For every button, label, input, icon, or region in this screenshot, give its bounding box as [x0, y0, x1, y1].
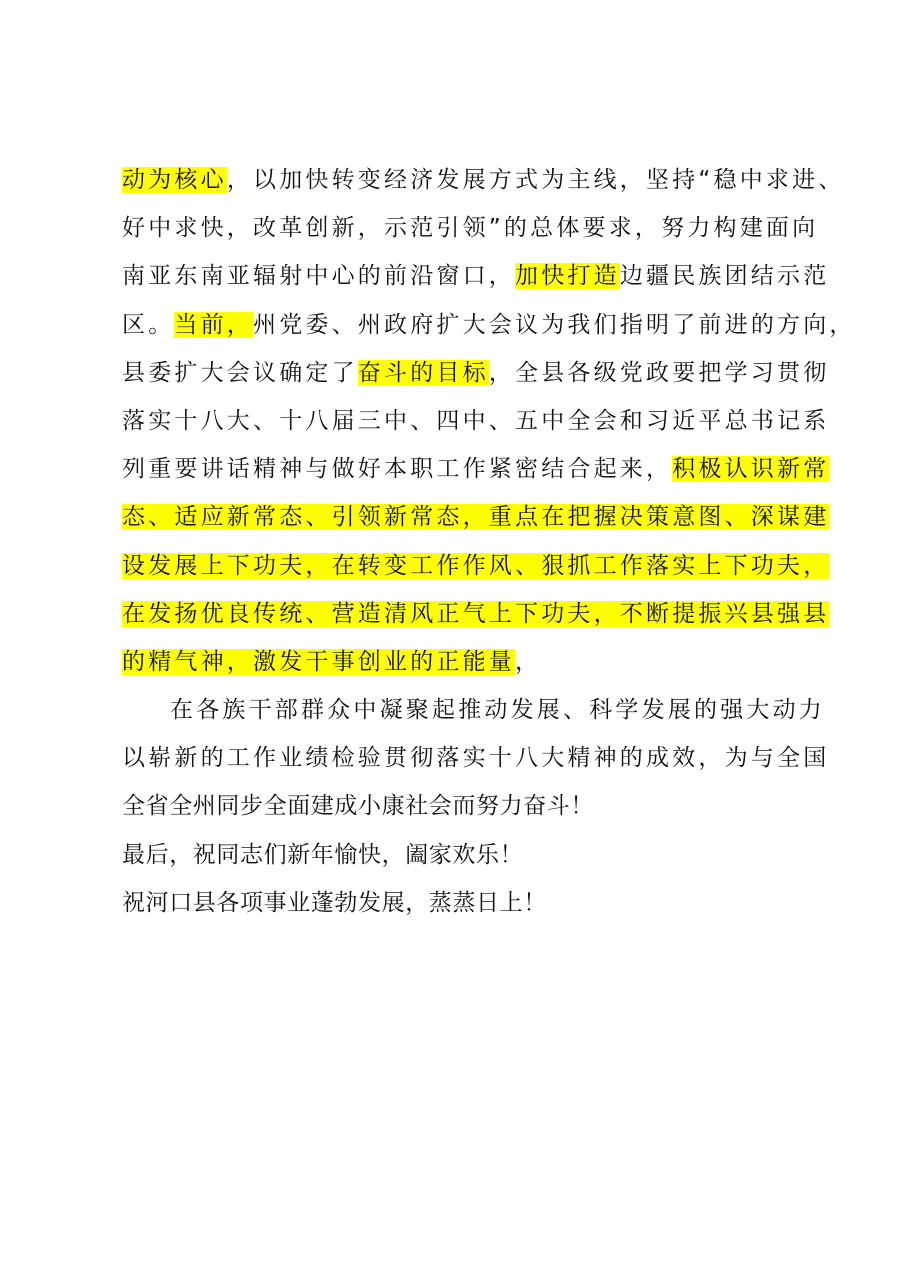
text-line-8	[122, 493, 830, 541]
text-line-5	[122, 349, 830, 397]
text-segment: 好中求快，改革创新，示范引领”的总体要求，努力构建面向	[122, 215, 819, 242]
text-segment: 加快打造	[515, 263, 620, 290]
text-segment: 边疆民族团结示范	[619, 263, 830, 290]
text-segment: 全省全州同步全面建成小康社会而努力奋斗！	[122, 793, 594, 820]
text-segment: 奋斗的目标	[357, 359, 489, 386]
document-body	[122, 156, 856, 927]
text-line-14	[122, 782, 812, 830]
text-segment: 动为核心	[122, 167, 227, 193]
text-segment: 积极认识新常	[672, 456, 830, 483]
text-line-11	[122, 638, 812, 686]
text-segment: 祝河口县各项事业蓬勃发展，蒸蒸日上！	[122, 889, 547, 916]
text-segment: 在各族干部群众中凝聚起推动发展、科学发展的强大动力	[170, 697, 825, 724]
text-segment: ，以加快转变经济发展方式为主线，坚持“稳中求进、	[226, 167, 845, 193]
text-segment: 区。	[122, 311, 175, 338]
text-segment: 在发扬优良传统、营造清风正气上下功夫，不断提振兴县强县	[122, 600, 830, 627]
text-line-6	[122, 397, 830, 445]
text-line-10	[122, 590, 830, 638]
text-line-4	[122, 301, 856, 349]
text-segment: 州党委、州政府扩大会议为我们指明了前进的方向，	[253, 311, 856, 338]
text-segment: ，	[515, 648, 542, 675]
text-line-3	[122, 252, 830, 300]
text-segment: 当前，	[174, 311, 254, 338]
text-line-7	[122, 445, 830, 493]
text-line-13	[122, 734, 830, 782]
text-line-1	[122, 156, 845, 204]
text-segment: 南亚东南亚辐射中心的前沿窗口，	[122, 263, 515, 290]
text-line-9	[122, 542, 830, 590]
text-segment: 列重要讲话精神与做好本职工作紧密结合起来，	[122, 456, 673, 483]
text-segment: 县委扩大会议确定了	[122, 359, 358, 386]
text-line-16	[122, 879, 812, 927]
text-segment: ，全县各级党政要把学习贯彻	[488, 359, 830, 386]
text-segment: 设发展上下功夫，在转变工作作风、狠抓工作落实上下功夫，	[122, 552, 830, 579]
text-line-12	[122, 686, 825, 734]
text-segment: 最后，祝同志们新年愉快，阖家欢乐！	[122, 841, 524, 868]
text-line-2	[122, 204, 819, 252]
text-segment: 落实十八大、十八届三中、四中、五中全会和习近平总书记系	[122, 407, 830, 434]
text-segment: 以崭新的工作业绩检验贯彻落实十八大精神的成效，为与全国	[122, 745, 830, 772]
text-segment: 态、适应新常态、引领新常态，重点在把握决策意图、深谋建	[122, 504, 830, 531]
text-line-15	[122, 831, 812, 879]
text-segment: 的精气神，激发干事创业的正能量	[122, 648, 515, 675]
